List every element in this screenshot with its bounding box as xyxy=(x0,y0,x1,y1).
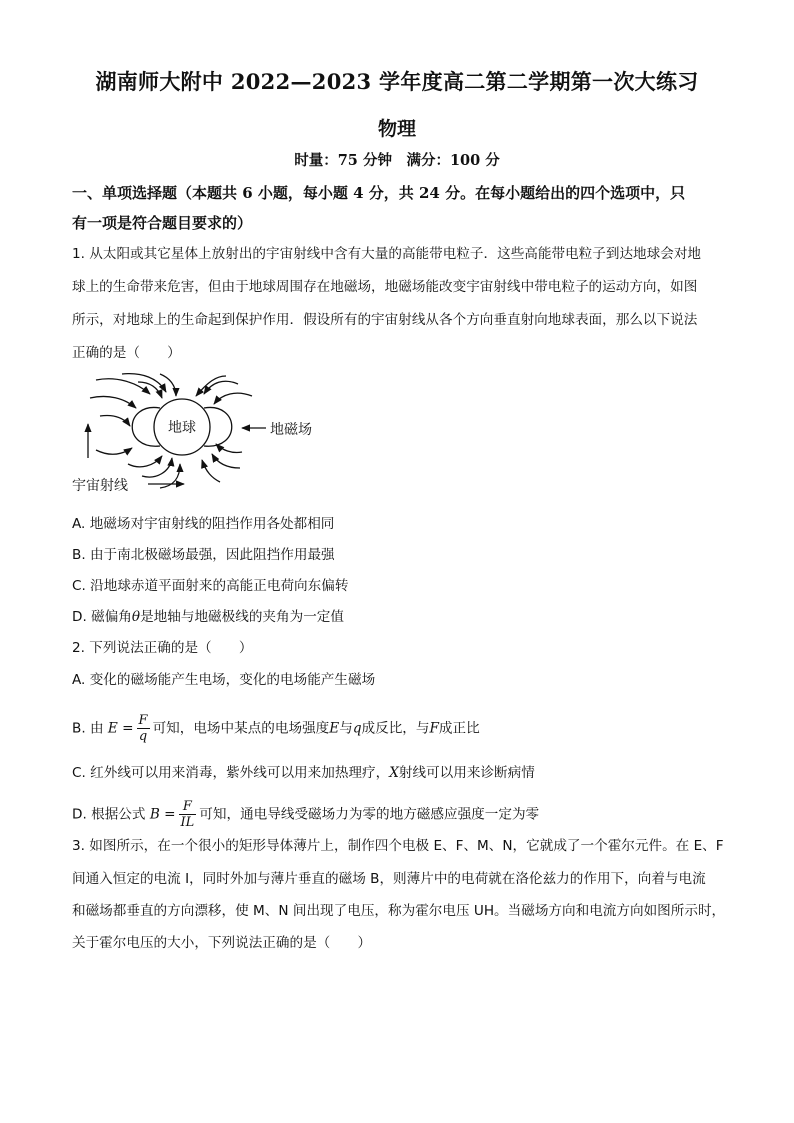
cosmic-ray-label: 宇宙射线 xyxy=(72,478,128,494)
q2-option-a: A. 变化的磁场能产生电场，变化的电场能产生磁场 xyxy=(72,672,376,688)
q2-option-c xyxy=(72,763,732,783)
section-heading-line1: 一、单项选择题（本题共 6 小题，每小题 4 分，共 24 分。在每小题给出的四个选项中，只 xyxy=(72,184,686,202)
q1-line1: 1. 从太阳或其它星体上放射出的宇宙射线中含有大量的高能带电粒子．这些高能带电粒子到达地球会对地 xyxy=(72,246,702,262)
q2b-lhs: E = xyxy=(107,720,134,737)
theta-symbol: θ xyxy=(131,609,141,625)
q1-option-c: C. 沿地球赤道平面射来的高能正电荷向东偏转 xyxy=(72,578,349,594)
q2d-lhs: B = xyxy=(149,806,176,823)
q3-line2: 间通入恒定的电流 I，同时外加与薄片垂直的磁场 B，则薄片中的电荷就在洛伦兹力的作用下，向着与电流 xyxy=(72,871,706,887)
q1-line2: 球上的生命带来危害，但由于地球周围存在地磁场，地磁场能改变宇宙射线中带电粒子的运动方向，如图 xyxy=(72,279,698,295)
fraction-f-over-il xyxy=(179,799,197,830)
fraction-denominator: IL xyxy=(180,815,195,830)
q2b-mid3: 成反比，与 xyxy=(361,720,430,737)
q1-line4: 正确的是（ ） xyxy=(72,345,181,361)
earth-label: 地球 xyxy=(168,420,196,436)
q2c-pre: C. 红外线可以用来消毒，紫外线可以用来加热理疗， xyxy=(72,765,390,781)
q3-line4: 关于霍尔电压的大小，下列说法正确的是（ ） xyxy=(72,935,372,951)
q2d-post: 可知，通电导线受磁场力为零的地方磁感应强度一定为零 xyxy=(199,806,540,823)
magnetic-field-label: 地磁场 xyxy=(270,422,312,438)
q2b-sym-f: F xyxy=(429,720,439,737)
q1-option-d-post: 是地轴与地磁极线的夹角为一定值 xyxy=(140,609,344,625)
q3-line1: 3. 如图所示，在一个很小的矩形导体薄片上，制作四个电极 E、F、M、N，它就成了一个霍尔元件。在 E、F xyxy=(72,838,724,854)
q2b-pre: B. 由 xyxy=(72,720,104,737)
q1-option-d-pre: D. 磁偏角 xyxy=(72,609,132,625)
q2b-sym-e: E xyxy=(329,720,340,737)
fraction-f-over-q xyxy=(137,713,150,744)
q2b-mid1: 可知，电场中某点的电场强度 xyxy=(152,720,330,737)
exam-title: 湖南师大附中 2022—2023 学年度高二第二学期第一次大练习 xyxy=(95,69,699,94)
fraction-numerator: F xyxy=(138,713,148,728)
q1-option-a: A. 地磁场对宇宙射线的阻挡作用各处都相同 xyxy=(72,516,335,532)
q2-option-b xyxy=(72,713,732,744)
fraction-numerator: F xyxy=(179,799,197,815)
fraction-denominator: q xyxy=(138,729,148,744)
q2-stem: 2. 下列说法正确的是（ ） xyxy=(72,640,253,656)
section-heading-line2: 有一项是符合题目要求的） xyxy=(72,214,253,232)
q2b-mid2: 与 xyxy=(339,720,353,737)
q2b-sym-q: q xyxy=(352,720,362,737)
subject-title: 物理 xyxy=(377,118,416,140)
q2-option-d xyxy=(72,799,732,830)
q3-line3: 和磁场都垂直的方向漂移，使 M、N 间出现了电压，称为霍尔电压 UH。当磁场方向和电流方向如图所示时， xyxy=(72,903,726,919)
time-info: 时量：75 分钟 满分：100 分 xyxy=(294,152,500,169)
q2c-sym-x: X xyxy=(389,765,399,781)
q2b-post: 成正比 xyxy=(438,720,480,737)
q1-line3: 所示，对地球上的生命起到保护作用．假设所有的宇宙射线从各个方向垂直射向地球表面，那么以下说法 xyxy=(72,312,698,328)
earth-magnetic-field-figure xyxy=(66,368,336,498)
q1-option-b: B. 由于南北极磁场最强，因此阻挡作用最强 xyxy=(72,547,335,563)
q1-option-d xyxy=(72,607,732,627)
q2d-pre: D. 根据公式 xyxy=(72,806,146,823)
q2c-post: 射线可以用来诊断病情 xyxy=(398,765,535,781)
